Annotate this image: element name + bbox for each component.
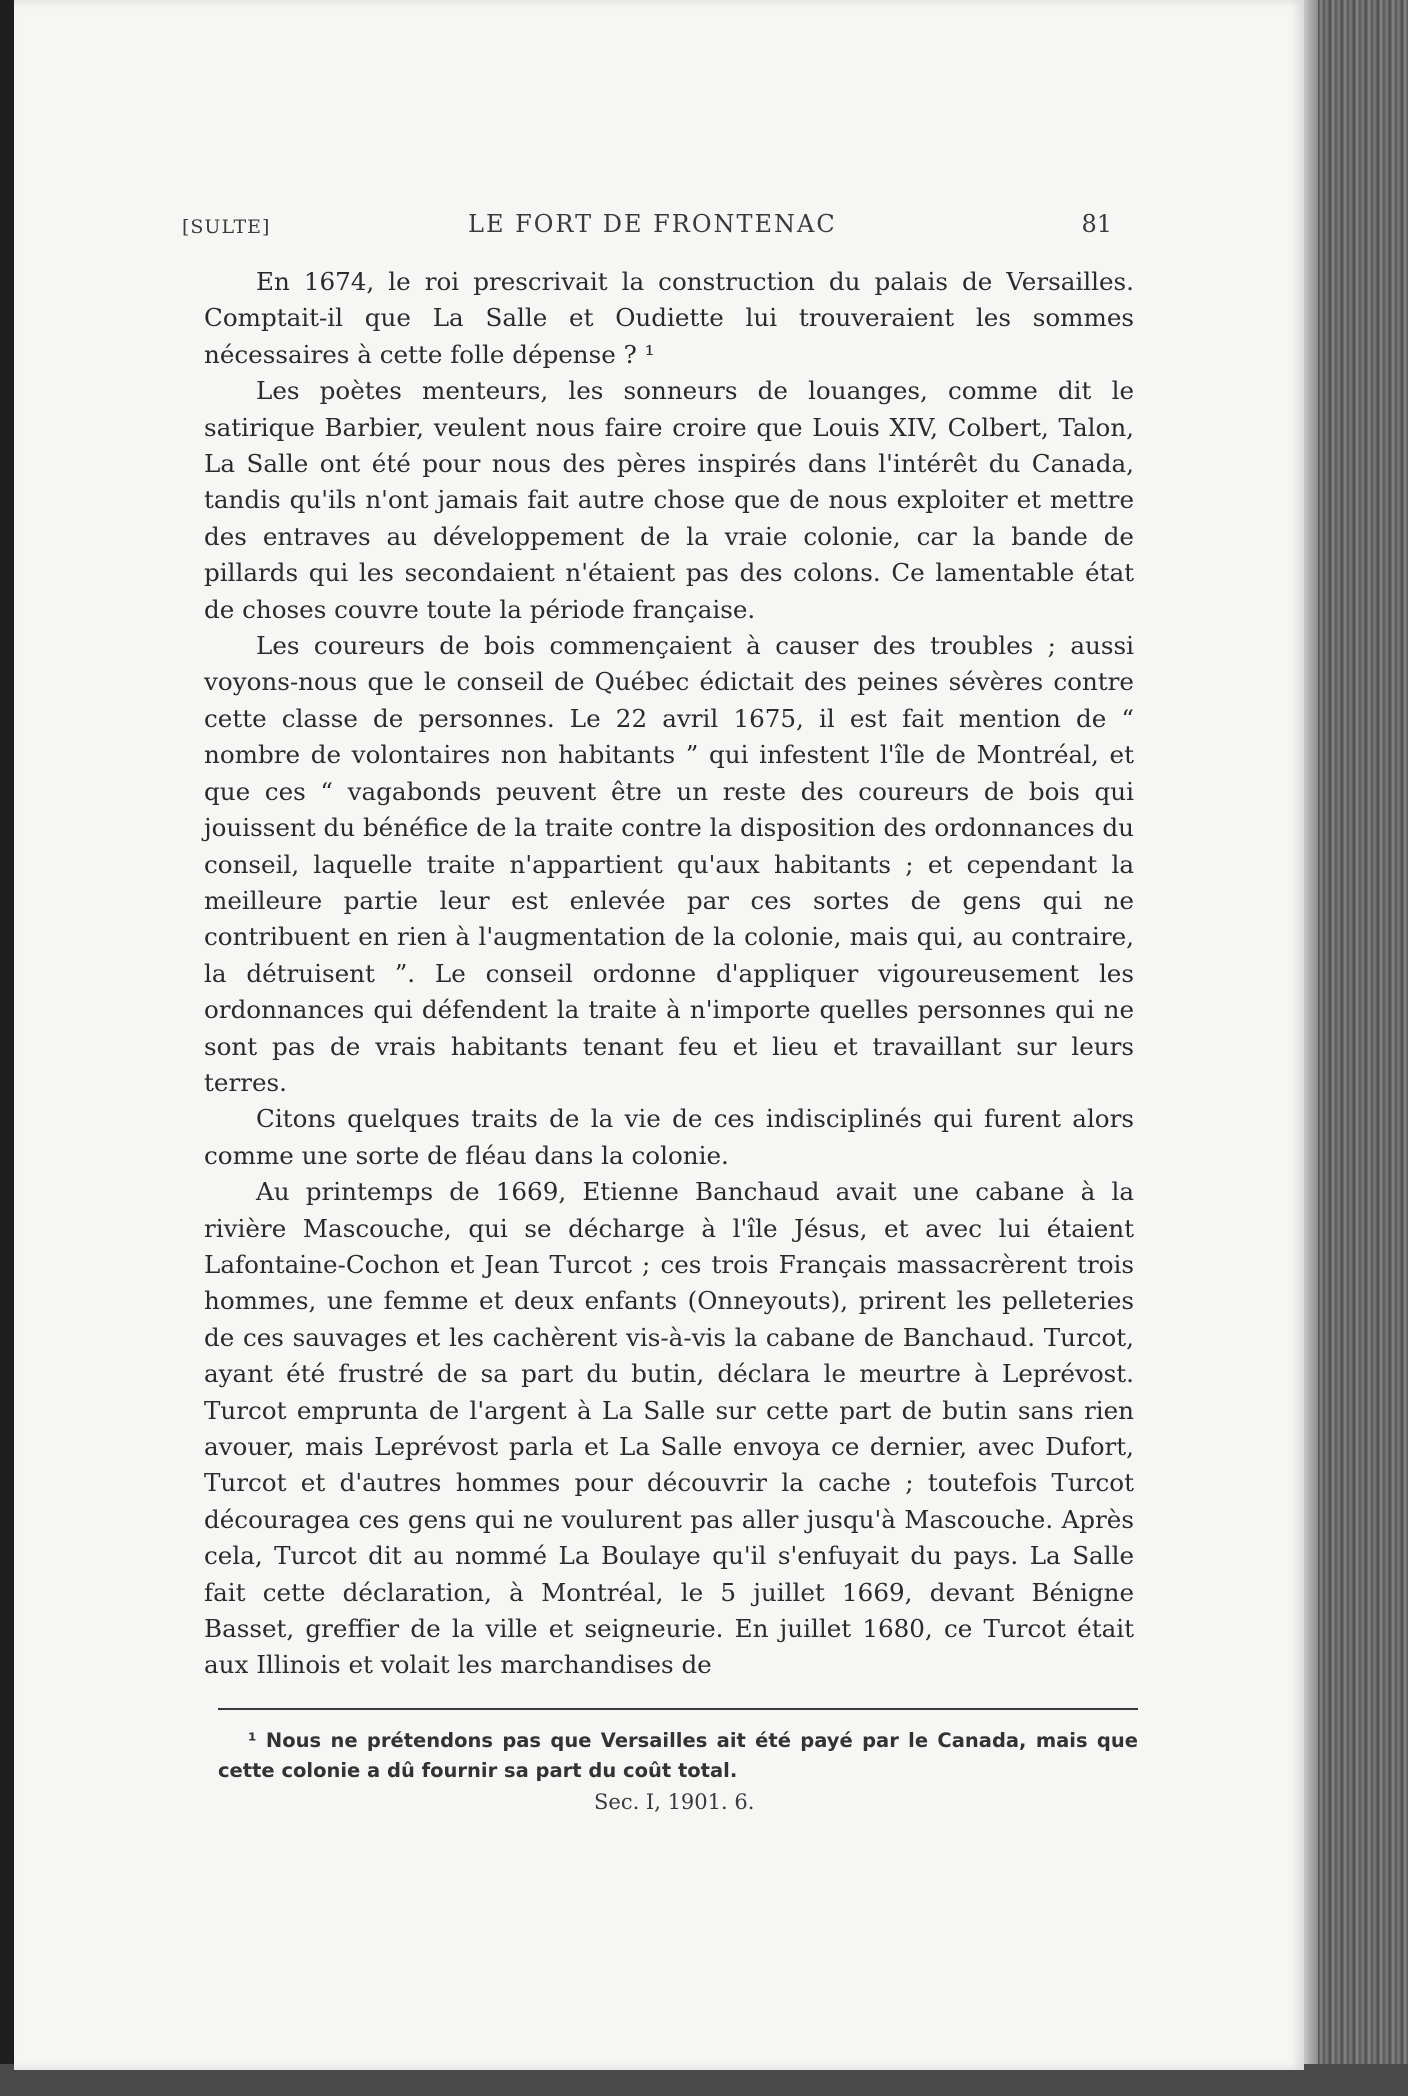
- page-number: 81: [1081, 210, 1112, 238]
- paragraph: Les poètes menteurs, les sonneurs de louanges, comme dit le satirique Barbier, veulent nous faire croire que Louis XIV, Colbert, Talon, La Salle ont été pour nous des pères inspirés dans l'intérêt du Canada, tandis qu'ils n'ont jamais fait autre chose que de nous exploiter et mettre des entraves au développement de la vraie colonie, car la bande de pillards qui les secondaient n'étaient pas des colons. Ce lamentable état de choses couvre toute la période française.: [204, 376, 1134, 624]
- paragraph: Les coureurs de bois commençaient à causer des troubles ; aussi voyons-nous que le conseil de Québec édictait des peines sévères contre cette classe de personnes. Le 22 avril 1675, il est fait mention de “ nombre de volontaires non habitants ” qui infestent l'île de Montréal, et que ces “ vagabonds peuvent être un reste des coureurs de bois qui jouissent du bénéfice de la traite contre la disposition des ordonnances du conseil, laquelle traite n'appartient qu'aux habitants ; et cependant la meilleure partie leur est enlevée par ces sortes de gens qui ne contribuent en rien à l'augmentation de la colonie, mais qui, au contraire, la détruisent ”. Le conseil ordonne d'appliquer vigoureusement les ordonnances qui défendent la traite à n'importe quelles personnes qui ne sont pas de vrais habitants tenant feu et lieu et travaillant sur leurs terres.: [204, 631, 1134, 1097]
- running-head: [182, 210, 1112, 250]
- signature-mark: Sec. I, 1901. 6.: [594, 1790, 755, 1814]
- running-head-author: [SULTE]: [182, 216, 271, 238]
- paragraph: En 1674, le roi prescrivait la construction du palais de Versailles. Comptait-il que La Salle et Oudiette lui trouveraient les sommes nécessaires à cette folle dépense ? ¹: [204, 267, 1134, 369]
- footnote-rule: [218, 1708, 1138, 1710]
- book-page: [14, 0, 1304, 2070]
- paragraph: Citons quelques traits de la vie de ces indisciplinés qui furent alors comme une sorte de fléau dans la colonie.: [204, 1104, 1134, 1170]
- page-edges: [1300, 0, 1408, 2096]
- footnote: ¹ Nous ne prétendons pas que Versailles ait été payé par le Canada, mais que cette colonie a dû fournir sa part du coût total.: [218, 1729, 1138, 1782]
- body-text: [204, 264, 1134, 1684]
- running-head-title: LE FORT DE FRONTENAC: [468, 210, 837, 238]
- paragraph: Au printemps de 1669, Etienne Banchaud avait une cabane à la rivière Mascouche, qui se décharge à l'île Jésus, et avec lui étaient Lafontaine-Cochon et Jean Turcot ; ces trois Français massacrèrent trois hommes, une femme et deux enfants (Onneyouts), prirent les pelleteries de ces sauvages et les cachèrent vis-à-vis la cabane de Banchaud. Turcot, ayant été frustré de sa part du butin, déclara le meurtre à Leprévost. Turcot emprunta de l'argent à La Salle sur cette part de butin sans rien avouer, mais Leprévost parla et La Salle envoya ce dernier, avec Dufort, Turcot et d'autres hommes pour découvrir la cache ; toutefois Turcot découragea ces gens qui ne voulurent pas aller jusqu'à Mascouche. Après cela, Turcot dit au nommé La Boulaye qu'il s'enfuyait du pays. La Salle fait cette déclaration, à Montréal, le 5 juillet 1669, devant Bénigne Basset, greffier de la ville et seigneurie. En juillet 1680, ce Turcot était aux Illinois et volait les marchandises de: [204, 1177, 1134, 1680]
